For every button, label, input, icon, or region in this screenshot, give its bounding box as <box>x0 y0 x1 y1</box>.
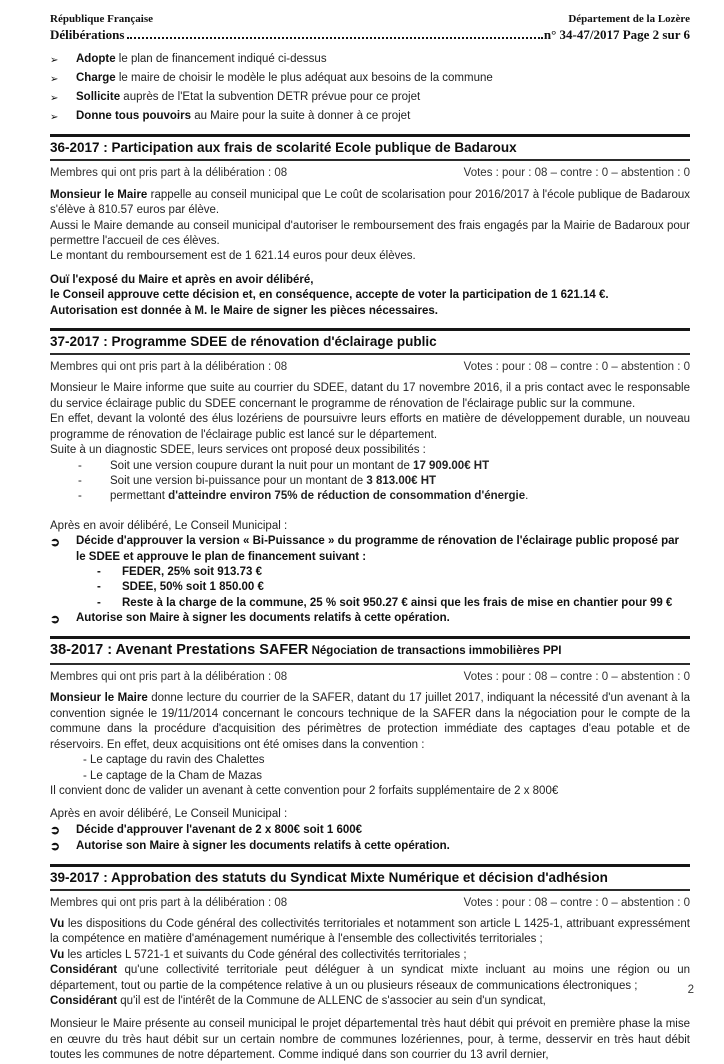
section-36-2017 <box>50 134 690 319</box>
membres-votes-row <box>50 166 690 181</box>
decision-text: Décide d'approuver l'avenant de 2 x 800€ soit 1 600€ <box>76 823 363 836</box>
paragraph: Considérant qu'il est de l'intérêt de la Commune de ALLENC de s'associer au sein d'un syndicat, <box>50 994 546 1007</box>
membres-votes-row <box>50 896 690 911</box>
arrowhead-bullet-icon: ➢ <box>50 93 59 104</box>
section-38-2017 <box>50 636 690 854</box>
list-item <box>50 71 690 87</box>
circular-arrow-bullet-icon: ➲ <box>50 534 61 549</box>
captage-item: - Le captage du ravin des Chalettes <box>83 754 265 767</box>
paragraph: Il convient donc de valider un avenant à cette convention pour 2 forfaits supplémentaire de 2 x 800€ <box>50 784 559 797</box>
section-title <box>50 636 690 665</box>
decision-line: Ouï l'exposé du Maire et après en avoir délibéré, <box>50 273 314 286</box>
list-item <box>50 52 690 68</box>
financing-text: FEDER, 25% soit 913.73 € <box>122 565 262 578</box>
dash-bullet: - <box>97 581 101 594</box>
membres-count: Membres qui ont pris part à la délibération : 08 <box>50 671 288 684</box>
paragraph: Vu les dispositions du Code général des collectivités territoriales et notamment son article L 1425-1, attribuant expressément la compétence en matière d'aménagement numérique à l'ensemble des collectivités territoriales ; <box>50 917 690 946</box>
option-item <box>50 474 690 489</box>
dash-bullet: - <box>97 596 101 609</box>
decision-text: Décide d'approuver la version « Bi-Puissance » du programme de rénovation de l'éclairage public proposé par le SDEE et approuve le plan de financement suivant : <box>76 535 680 563</box>
paragraph: Monsieur le Maire rappelle au conseil municipal que Le coût de scolarisation pour 2016/2017 à l'école publique de Badaroux s'élève à 810.57 euros par élève. <box>50 188 690 217</box>
section-title: 39-2017 : Approbation des statuts du Syndicat Mixte Numérique et décision d'adhésion <box>50 864 690 891</box>
deliberations-label: Délibérations <box>50 27 125 42</box>
paragraph: Le montant du remboursement est de 1 621.14 euros pour deux élèves. <box>50 250 416 263</box>
financing-item <box>50 565 690 580</box>
decision-text: Autorise son Maire à signer les documents relatifs à cette opération. <box>76 839 450 852</box>
option-item <box>50 489 690 504</box>
list-item-text: Adopte le plan de financement indiqué ci-dessus <box>76 53 327 65</box>
decision-item <box>50 823 690 839</box>
paragraph: Vu les articles L 5721-1 et suivants du Code général des collectivités territoriales ; <box>50 948 467 961</box>
membres-count: Membres qui ont pris part à la délibération : 08 <box>50 896 288 909</box>
circular-arrow-bullet-icon: ➲ <box>50 823 61 838</box>
decision-item <box>50 611 690 627</box>
paragraph: Aussi le Maire demande au conseil municipal d'autoriser le remboursement des frais engagés par la Mairie de Badaroux pour permettre l'accueil de ces élèves. <box>50 219 690 248</box>
membres-votes-row <box>50 670 690 685</box>
circular-arrow-bullet-icon: ➲ <box>50 839 61 854</box>
page-header <box>50 13 690 43</box>
option-item <box>50 459 690 474</box>
decision-text: Autorise son Maire à signer les documents relatifs à cette opération. <box>76 612 450 625</box>
paragraph: Suite à un diagnostic SDEE, leurs services ont proposé deux possibilités : <box>50 444 426 457</box>
dotted-leader <box>127 36 542 39</box>
financing-text: Reste à la charge de la commune, 25 % soit 950.27 € ainsi que les frais de mise en chantier pour 99 € <box>122 596 673 609</box>
financing-item <box>50 596 690 611</box>
intro-bullet-list <box>50 52 690 125</box>
membres-votes-row <box>50 360 690 375</box>
apres-deliberation-line: Après en avoir délibéré, Le Conseil Municipal : <box>50 519 288 532</box>
paragraph: Monsieur le Maire présente au conseil municipal le projet départemental très haut débit qui prévoit en première phase la mise en œuvre du très haut débit sur un certain nombre de communes lozériennes, pour, à terme, desservir en très haut débit toutes les communes de notre département. Comme indiqué dans son courrier du 13 avril dernier, <box>50 1018 690 1062</box>
list-item-text: Charge le maire de choisir le modèle le plus adéquat aux besoins de la commune <box>76 72 493 84</box>
paragraph: Considérant qu'une collectivité territoriale peut déléguer à un syndicat mixte incluant au moins une région ou un département, tout ou partie de la compétence relative à un ou plusieurs réseaux de communications électroniques ; <box>50 964 690 992</box>
republique-label: République Française <box>50 13 153 25</box>
membres-count: Membres qui ont pris part à la délibération : 08 <box>50 361 288 374</box>
decision-line: Autorisation est donnée à M. le Maire de signer les pièces nécessaires. <box>50 304 438 317</box>
dash-bullet: - <box>78 490 82 503</box>
section-title: 36-2017 : Participation aux frais de scolarité Ecole publique de Badaroux <box>50 134 690 161</box>
list-item <box>50 90 690 106</box>
dash-bullet: - <box>78 459 82 472</box>
section-37-2017 <box>50 328 690 627</box>
arrowhead-bullet-icon: ➢ <box>50 55 59 66</box>
decision-item <box>50 534 690 565</box>
list-item-text: Sollicite auprès de l'Etat la subvention DETR prévue pour ce projet <box>76 91 421 103</box>
votes-result: Votes : pour : 08 – contre : 0 – abstention : 0 <box>463 167 690 180</box>
dash-bullet: - <box>97 565 101 578</box>
arrowhead-bullet-icon: ➢ <box>50 74 59 85</box>
page-number: 2 <box>687 983 694 996</box>
financing-text: SDEE, 50% soit 1 850.00 € <box>122 581 264 594</box>
apres-deliberation-line: Après en avoir délibéré, Le Conseil Municipal : <box>50 808 288 821</box>
section-39-2017 <box>50 864 690 1064</box>
arrowhead-bullet-icon: ➢ <box>50 112 59 123</box>
decision-block <box>50 273 690 319</box>
option-text: Soit une version bi-puissance pour un montant de 3 813.00€ HT <box>110 474 437 487</box>
section-title-sub: Négociation de transactions immobilières PPI <box>308 645 562 658</box>
votes-result: Votes : pour : 08 – contre : 0 – abstention : 0 <box>463 896 690 909</box>
deliberation-reference: n° 34-47/2017 Page 2 sur 6 <box>543 27 690 42</box>
circular-arrow-bullet-icon: ➲ <box>50 611 61 626</box>
paragraph: En effet, devant la volonté des élus lozériens de poursuivre leurs efforts en matière de développement durable, un nouveau programme de rénovation de l'éclairage public est lancé sur le département. <box>50 413 690 441</box>
paragraph: Monsieur le Maire informe que suite au courrier du SDEE, datant du 17 novembre 2016, il a pris contact avec le responsable du service éclairage public du SDEE concernant le programme de rénovation de l'éclairage public sur la commune. <box>50 382 690 410</box>
list-item <box>50 109 690 125</box>
votes-result: Votes : pour : 08 – contre : 0 – abstention : 0 <box>463 671 690 684</box>
departement-label: Département de la Lozère <box>568 13 690 25</box>
section-title: 37-2017 : Programme SDEE de rénovation d'éclairage public <box>50 328 690 355</box>
votes-result: Votes : pour : 08 – contre : 0 – abstention : 0 <box>463 361 690 374</box>
captage-item: - Le captage de la Cham de Mazas <box>83 769 262 782</box>
option-text: Soit une version coupure durant la nuit pour un montant de 17 909.00€ HT <box>110 459 490 472</box>
financing-item <box>50 580 690 595</box>
option-text: permettant d'atteindre environ 75% de réduction de consommation d'énergie. <box>110 490 529 503</box>
dash-bullet: - <box>78 474 82 487</box>
list-item-text: Donne tous pouvoirs au Maire pour la suite à donner à ce projet <box>76 110 411 122</box>
decision-item <box>50 839 690 855</box>
decision-line: le Conseil approuve cette décision et, en conséquence, accepte de voter la participation de 1 621.14 €. <box>50 289 609 302</box>
section-title-main: 38-2017 : Avenant Prestations SAFER <box>50 642 309 659</box>
membres-count: Membres qui ont pris part à la délibération : 08 <box>50 167 288 180</box>
paragraph: Monsieur le Maire donne lecture du courrier de la SAFER, datant du 17 juillet 2017, indiquant la nécessité d'un avenant à la convention signée le 19/11/2014 concernant le concours technique de la SAFER dans la négociation pour le compte de la commune dans la procédure d'acquisition des périmètres de protection immédiate des captages d'eau potable et de réservoirs. En effet, deux acquisitions ont été omises dans la convention : <box>50 692 690 751</box>
